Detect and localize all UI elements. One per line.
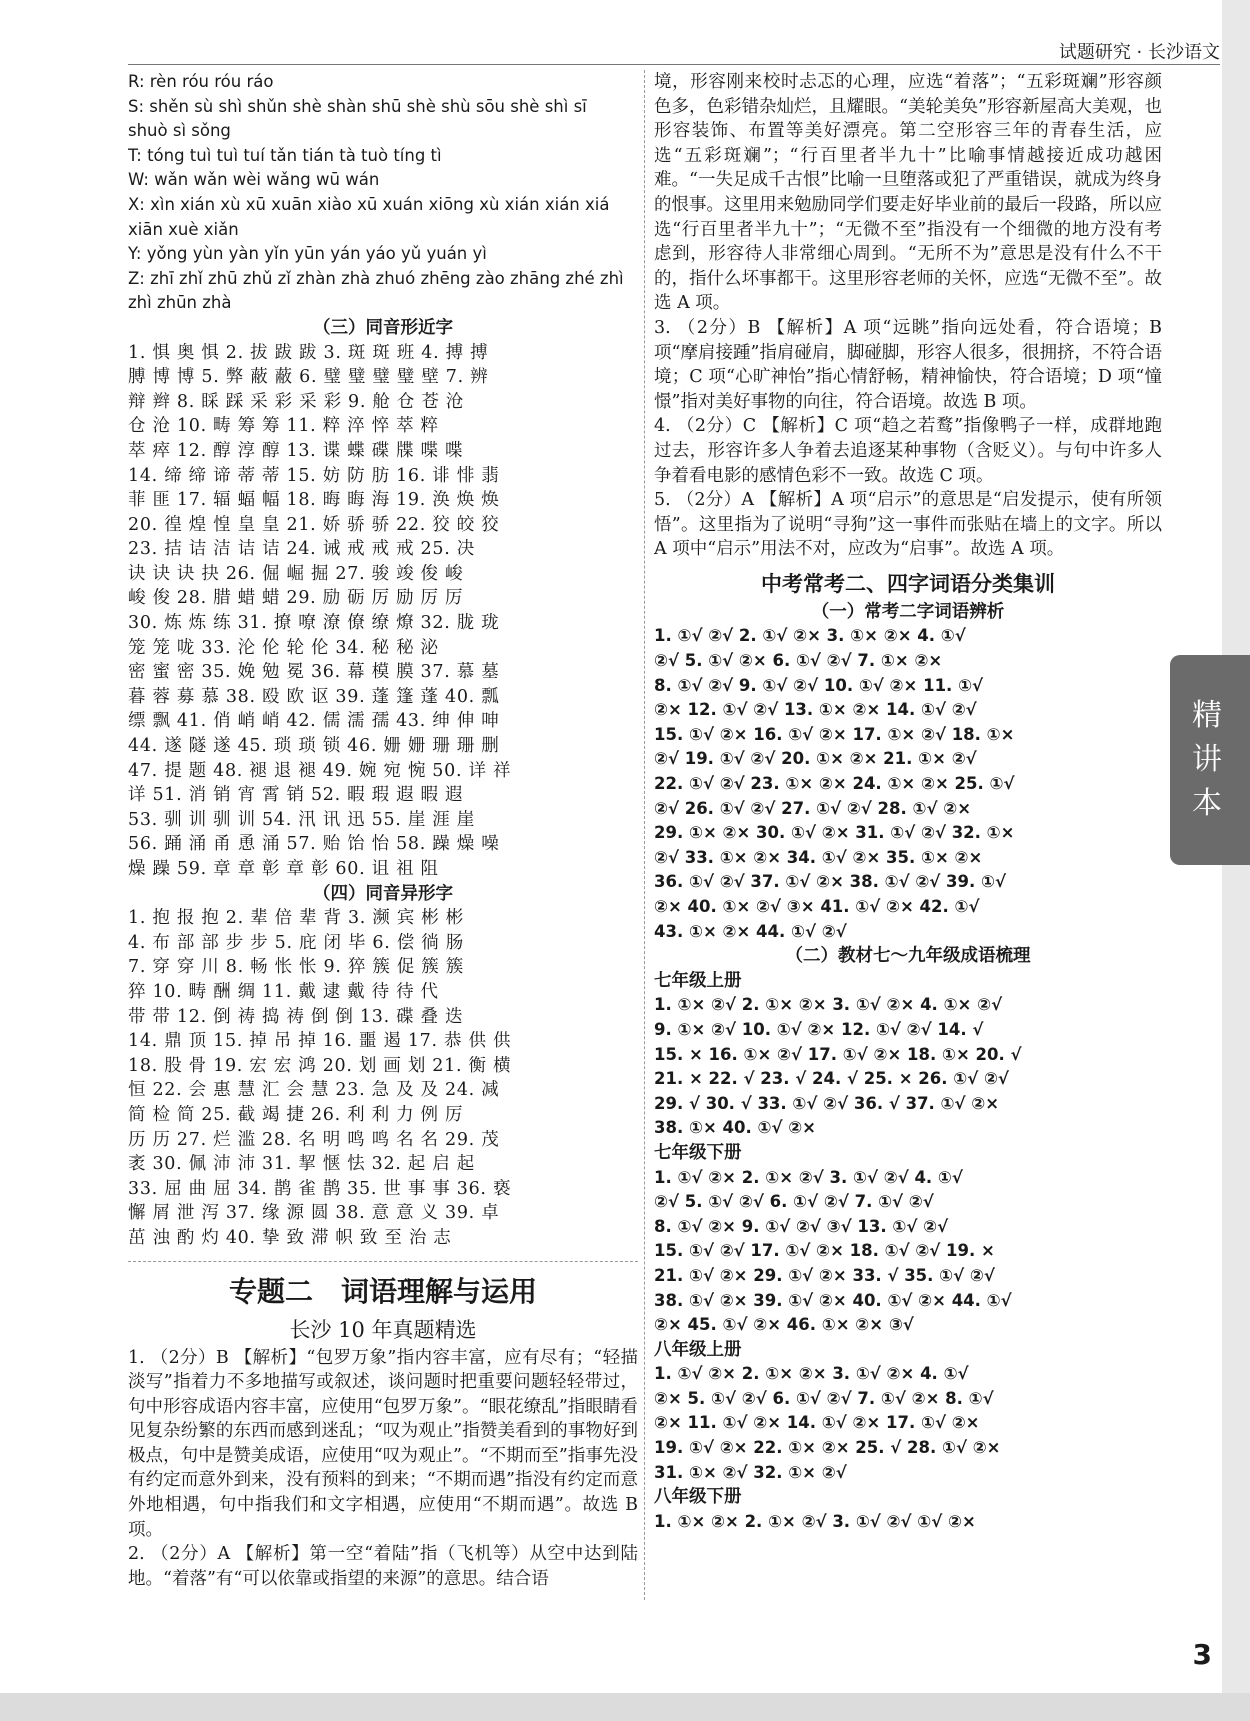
grade8b-answer-list [654, 1510, 1162, 1535]
side-tab-char: 讲 [1192, 742, 1228, 777]
text-line: 44. 遂 隧 遂 45. 琐 琐 锁 46. 姗 姗 珊 珊 删 [128, 736, 500, 757]
text-line: 1. ①√ ②× 2. ①× ②× 3. ①√ ②× 4. ①√ [654, 1364, 969, 1384]
text-line: 茁 浊 酌 灼 40. 挚 致 滞 帜 致 至 治 志 [128, 1227, 452, 1248]
text-line: 8. ①√ ②√ 9. ①√ ②√ 10. ①√ ②× 11. ①√ [654, 675, 984, 695]
text-line: 29. ①× ②× 30. ①√ ②× 31. ①√ ②√ 32. ①× [654, 823, 1015, 843]
text-line: ②√ 5. ①√ ②√ 6. ①√ ②√ 7. ①√ ②√ [654, 1192, 934, 1212]
text-line: 18. 股 骨 19. 宏 宏 鸿 20. 划 画 划 21. 衡 横 [128, 1055, 512, 1076]
text-line: 9. ①× ②√ 10. ①√ ②× 12. ①√ ②√ 14. √ [654, 1019, 984, 1039]
text-line: 1. ①× ②× 2. ①× ②√ 3. ①√ ②√ ①√ ②× [654, 1511, 976, 1531]
text-line: 30. 炼 炼 练 31. 撩 嘹 潦 僚 缭 燎 32. 胧 珑 [128, 613, 500, 634]
text-line: 带 带 12. 倒 祷 捣 祷 倒 倒 13. 碟 叠 迭 [128, 1006, 464, 1027]
text-line: xiān xuè xiǎn [128, 219, 239, 239]
homophone-similar-list [128, 341, 638, 882]
grade7a-answer-list [654, 993, 1162, 1141]
grade-title: 七年级上册 [654, 970, 742, 991]
side-tab-jingjiangben [1170, 655, 1250, 865]
text-line: 袤 30. 佩 沛 沛 31. 挈 惬 怯 32. 起 启 起 [128, 1154, 475, 1175]
pinyin-block [128, 70, 638, 316]
text-line: T: tóng tuì tuì tuí tǎn tián tà tuò tíng tì [128, 145, 442, 165]
text-line: 8. ①√ ②× 9. ①√ ②√ ③√ 13. ①√ ②√ [654, 1216, 949, 1236]
text-line: 15. ①√ ②× 16. ①√ ②× 17. ①× ②√ 18. ①× [654, 724, 1015, 744]
text-line: 53. 驯 训 驯 训 54. 汛 讯 迅 55. 崖 涯 崖 [128, 809, 475, 830]
text-line: 仓 沧 10. 畴 筹 筹 11. 粹 淬 悴 萃 粹 [128, 416, 439, 437]
column-divider [644, 70, 645, 1600]
text-line: 详 51. 消 销 宵 霄 销 52. 暇 瑕 遐 暇 遐 [128, 785, 464, 806]
text-line: 诀 诀 诀 抉 26. 倔 崛 掘 27. 骏 竣 俊 峻 [128, 563, 464, 584]
answer-item: 2. （2分）A 【解析】第一空“着陆”指（飞机等）从空中达到陆地。“着落”有“可以依靠或指望的来源”的意思。结合语 [128, 1544, 638, 1589]
grade-title: 七年级下册 [654, 1142, 742, 1163]
section-title-homophone-similar: （三）同音形近字 [313, 317, 453, 338]
text-line: 23. 拮 诘 洁 诘 诘 24. 诫 戒 戒 戒 25. 决 [128, 539, 475, 560]
text-line: ②√ 26. ①√ ②√ 27. ①√ ②√ 28. ①√ ②× [654, 798, 972, 818]
text-line: ②√ 19. ①√ ②√ 20. ①× ②× 21. ①× ②√ [654, 749, 977, 769]
text-line: 密 蜜 密 35. 娩 勉 冕 36. 幕 模 膜 37. 慕 墓 [128, 662, 500, 683]
text-line: 47. 提 题 48. 褪 退 褪 49. 婉 宛 惋 50. 详 祥 [128, 760, 512, 781]
right-column [654, 70, 1162, 1534]
text-line: 33. 屈 曲 屈 34. 鹊 雀 鹊 35. 世 事 事 36. 亵 [128, 1178, 512, 1199]
text-line: W: wǎn wǎn wèi wǎng wū wán [128, 170, 380, 190]
text-line: 历 历 27. 烂 滥 28. 名 明 鸣 鸣 名 名 29. 茂 [128, 1129, 500, 1150]
text-line: ②√ 5. ①√ ②× 6. ①√ ②√ 7. ①× ②× [654, 651, 943, 671]
text-line: ②√ 33. ①× ②× 34. ①√ ②× 35. ①× ②× [654, 847, 983, 867]
text-line: 7. 穿 穿 川 8. 畅 怅 怅 9. 猝 簇 促 簇 簇 [128, 957, 464, 978]
grade8a-answer-list [654, 1362, 1162, 1485]
answer-item: 4. （2分）C 【解析】C 项“趋之若鹜”指像鸭子一样，成群地跑过去，形容许多人争着去追逐某种事物（含贬义）。与句中许多人争着看电影的感情色彩不一致。故选 C 项。 [654, 416, 1162, 486]
text-line: 萃 瘁 12. 醇 淳 醇 13. 谍 蝶 碟 牒 喋 喋 [128, 440, 464, 461]
answer-continued: 境，形容刚来校时忐忑的心理，应选“着落”；“五彩斑斓”形容颜色多，色彩错杂灿烂，且耀眼。“美轮美奂”形容新屋高大美观，也形容装饰、布置等美好漂亮。第二空形容三年的青春生活，应选“五彩斑斓”；“行百里者半九十”比喻事情越接近成功越困难。“一失足成千古恨”比喻一旦堕落或犯了严重错误，就成为终身的恨事。这里用来勉励同学们要走好毕业前的最后一段路，所以应选“行百里者半九十”；“无微不至”指没有一个细微的地方没有考虑到，形容待人非常细心周到。“无所不为”意思是没有什么不干的，指什么坏事都干。这里形容老师的关怀，应选“无微不至”。故选 A 项。 [654, 72, 1162, 314]
text-line: 1. ①√ ②× 2. ①× ②√ 3. ①√ ②√ 4. ①√ [654, 1167, 963, 1187]
text-line: 29. √ 30. √ 33. ①√ ②√ 36. √ 37. ①√ ②× [654, 1093, 1000, 1113]
header-rule [128, 64, 1220, 65]
text-line: 19. ①√ ②× 22. ①× ②× 25. √ 28. ①√ ②× [654, 1438, 1001, 1458]
answer-item: 1. （2分）B 【解析】“包罗万象”指内容丰富，应有尽有；“轻描淡写”指着力不多地描写或叙述，谈问题时把重要问题轻轻带过，句中形容成语内容丰富，应使用“包罗万象”。“眼花缭乱”指眼睛看见复杂纷繁的东西而感到迷乱；“叹为观止”指赞美看到的事物好到极点，句中是赞美成语，应使用“叹为观止”。“不期而至”指事先没有约定而意外到来，没有预料的到来；“不期而遇”指没有约定而意外地相遇，句中指我们和文字相遇，应使用“不期而遇”。故选 B 项。 [128, 1347, 638, 1540]
text-line: 4. 布 部 部 步 步 5. 庇 闭 毕 6. 偿 徜 肠 [128, 932, 464, 953]
text-line: ②× 40. ①× ②√ ③× 41. ①√ ②× 42. ①√ [654, 897, 980, 916]
text-line: 峻 俊 28. 腊 蜡 蜡 29. 励 砺 厉 励 厉 厉 [128, 588, 464, 609]
text-line: 燥 躁 59. 章 章 彰 章 彰 60. 诅 祖 阻 [128, 859, 439, 879]
text-line: ②× 45. ①√ ②× 46. ①× ②× ③√ [654, 1315, 914, 1335]
text-line: 猝 10. 畴 酬 绸 11. 戴 逮 戴 待 待 代 [128, 981, 439, 1002]
chapter-title: 中考常考二、四字词语分类集训 [761, 571, 1055, 596]
text-line: ②× 5. ①√ ②√ 6. ①√ ②√ 7. ①√ ②× 8. ①√ [654, 1388, 994, 1408]
text-line: 14. 鼎 顶 15. 掉 吊 掉 16. 噩 遏 17. 恭 供 供 [128, 1031, 512, 1052]
text-line: 1. 抱 报 抱 2. 辈 倍 辈 背 3. 濒 宾 彬 彬 [128, 908, 464, 929]
part-title: （二）教材七～九年级成语梳理 [785, 946, 1031, 967]
grade7b-answer-list [654, 1166, 1162, 1338]
text-line: X: xìn xián xù xū xuān xiào xū xuán xiōng xù xián xián xiá [128, 194, 610, 214]
text-line: zhì zhūn zhà [128, 293, 232, 313]
text-line: 22. ①√ ②√ 23. ①× ②× 24. ①× ②× 25. ①√ [654, 774, 1015, 794]
text-line: 20. 徨 煌 惶 皇 皇 21. 娇 骄 骄 22. 狡 皎 狡 [128, 514, 500, 535]
text-line: 43. ①× ②× 44. ①√ ②√ [654, 921, 847, 941]
grade-title: 八年级上册 [654, 1339, 742, 1360]
text-line: 15. × 16. ①× ②√ 17. ①√ ②× 18. ①× 20. √ [654, 1044, 1022, 1064]
text-line: 36. ①√ ②√ 37. ①√ ②× 38. ①√ ②√ 39. ①√ [654, 872, 1007, 892]
topic-title: 专题二 词语理解与运用 [128, 1261, 638, 1314]
text-line: Y: yǒng yùn yàn yǐn yūn yán yáo yǔ yuán yì [128, 244, 487, 264]
running-header: 试题研究 · 长沙语文 [1058, 42, 1220, 63]
answer-item: 5. （2分）A 【解析】A 项“启示”的意思是“启发提示，使有所领悟”。这里指为了说明“寻狗”这一事件而张贴在墙上的文字。所以 A 项中“启示”用法不对，应改为“启事”。故选 A 项。 [654, 490, 1162, 560]
text-line: 14. 缔 缔 谛 蒂 蒂 15. 妨 防 肪 16. 诽 悱 翡 [128, 465, 500, 486]
grade-title: 八年级下册 [654, 1487, 742, 1508]
text-line: 简 检 简 25. 截 竭 捷 26. 利 利 力 例 厉 [128, 1104, 464, 1125]
text-line: 21. × 22. √ 23. √ 24. √ 25. × 26. ①√ ②√ [654, 1069, 1009, 1089]
text-line: 菲 匪 17. 辐 蝠 幅 18. 晦 晦 海 19. 涣 焕 焕 [128, 490, 500, 511]
text-line: 暮 蓉 募 慕 38. 殴 欧 讴 39. 蓬 篷 蓬 40. 瓢 [128, 686, 500, 707]
page-bottom-shadow [0, 1693, 1250, 1721]
text-line: ②× 12. ①√ ②√ 13. ①× ②× 14. ①√ ②√ [654, 700, 977, 720]
two-char-answer-list [654, 624, 1162, 944]
text-line: 膊 博 博 5. 弊 蔽 蔽 6. 璧 璧 璧 璧 壁 7. 辨 [128, 367, 489, 388]
text-line: Z: zhī zhǐ zhū zhǔ zǐ zhàn zhà zhuó zhēng zào zhāng zhé zhì [128, 268, 624, 288]
answer-item: 3. （2分）B 【解析】A 项“远眺”指向远处看，符合语境；B 项“摩肩接踵”指肩碰肩，脚碰脚，形容人很多，很拥挤，不符合语境；C 项“心旷神怡”指心情舒畅，精神愉快，符合语境；D 项“憧憬”指对美好事物的向往，符合语境。故选 B 项。 [654, 317, 1162, 412]
part-title: （一）常考二字词语辨析 [811, 601, 1005, 622]
text-line: 38. ①√ ②× 39. ①√ ②× 40. ①√ ②× 44. ①√ [654, 1290, 1012, 1310]
text-line: 1. ①√ ②√ 2. ①√ ②× 3. ①× ②× 4. ①√ [654, 626, 966, 646]
side-tab-char: 本 [1192, 786, 1228, 821]
topic-subtitle: 长沙 10 年真题精选 [289, 1317, 477, 1342]
text-line: 恒 22. 会 惠 慧 汇 会 慧 23. 急 及 及 24. 减 [128, 1080, 500, 1101]
text-line: S: shěn sù shì shǔn shè shàn shū shè shù sōu shè shì sī [128, 96, 587, 116]
left-column [128, 70, 638, 1591]
section-title-homophone-different: （四）同音异形字 [313, 883, 453, 904]
page-number: 3 [1192, 1638, 1212, 1671]
text-line: 56. 踊 涌 甬 恿 涌 57. 贻 饴 怡 58. 躁 燥 噪 [128, 834, 500, 855]
text-line: shuò sì sǒng [128, 121, 231, 141]
text-line: 15. ①√ ②√ 17. ①√ ②× 18. ①√ ②√ 19. × [654, 1241, 995, 1261]
text-line: 辩 辫 8. 睬 踩 采 彩 采 彩 9. 舱 仓 苍 沧 [128, 391, 465, 412]
text-line: 1. ①× ②√ 2. ①× ②× 3. ①√ ②× 4. ①× ②√ [654, 995, 1003, 1015]
text-line: 笼 笼 咙 33. 沦 伦 轮 伦 34. 秘 秘 泌 [128, 637, 439, 658]
homophone-different-list [128, 906, 638, 1250]
text-line: 缥 飘 41. 俏 峭 峭 42. 儒 濡 孺 43. 绅 伸 呻 [128, 711, 500, 732]
text-line: 1. 惧 奥 惧 2. 拔 跋 跋 3. 斑 斑 班 4. 搏 搏 [128, 342, 489, 363]
text-line: 懈 屑 泄 泻 37. 缘 源 圆 38. 意 意 义 39. 卓 [128, 1203, 500, 1224]
text-line: ②× 11. ①√ ②× 14. ①√ ②× 17. ①√ ②× [654, 1413, 980, 1433]
text-line: 31. ①× ②√ 32. ①× ②√ [654, 1462, 847, 1482]
text-line: R: rèn róu róu ráo [128, 72, 274, 91]
text-line: 21. ①√ ②× 29. ①√ ②× 33. √ 35. ①√ ②√ [654, 1265, 995, 1285]
text-line: 38. ①× 40. ①√ ②× [654, 1118, 817, 1138]
side-tab-char: 精 [1192, 698, 1228, 733]
